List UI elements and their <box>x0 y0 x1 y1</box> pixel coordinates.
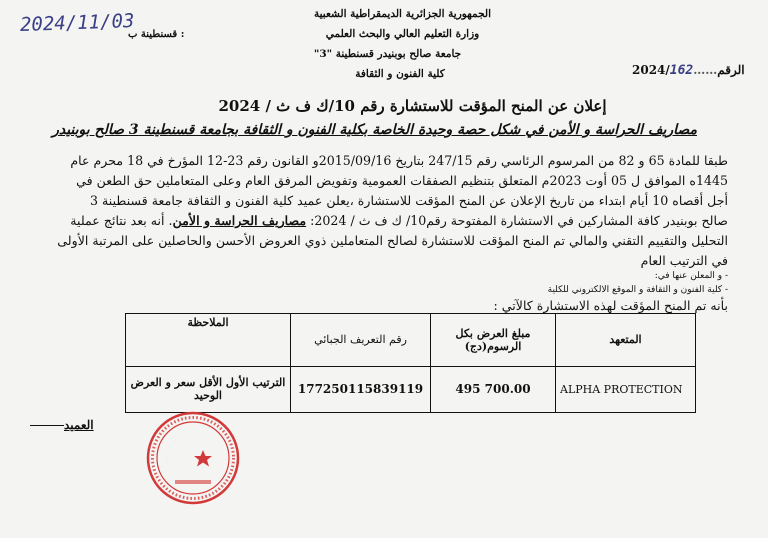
table-header-row <box>126 314 696 367</box>
reference-year: 2024/ <box>632 63 670 77</box>
header-amount: مبلغ العرض بكل الرسوم(دج) <box>431 314 556 367</box>
cell-amount: 495 700.00 <box>431 366 556 412</box>
header-remark: الملاحظة <box>126 314 291 367</box>
official-stamp <box>145 410 241 506</box>
reference-label: الرقم <box>717 63 745 77</box>
consultation-reference: صالح بوبنيدر كافة المشاركين في الاستشارة المفتوحة رقم10/ ك ف ث / 2024: <box>306 213 728 228</box>
cell-contractor: ALPHA PROTECTION <box>556 366 696 412</box>
faculty-heading: كلية الفنون و الثقافة <box>355 68 445 80</box>
handwritten-reference: 162 <box>669 63 694 78</box>
announcement-subtitle: مصاريف الحراسة و الأمن في شكل حصة وحيدة الخاصة بكلية الفنون و الثقافة بجامعة قسنطينة 3 صالح بوبنيدر <box>52 122 697 138</box>
reference-number: 2024/162……الرقم <box>632 63 745 78</box>
republic-heading: الجمهورية الجزائرية الديمقراطية الشعبية <box>313 8 491 20</box>
body-line-2: 1445ه الموافق ل 05 أوت 2023م المتعلق بتنظيم الصفقات العمومية وتفويض المرفق العام وعلى المتعاملين حق الطعن في <box>76 173 728 188</box>
body-line-6: في الترتيب العام <box>640 253 728 268</box>
university-heading: جامعة صالح بوبنيدر قسنطينة "3" <box>313 48 462 60</box>
table-row <box>126 366 696 412</box>
body-line-5: التحليل والتقييم التقني والمالي تم المنح المؤقت للاستشارة لصالح المتعاملين ذوي العروض الأحسن والحاصلين على المرتبة الأولى <box>57 233 728 248</box>
ministry-heading: وزارة التعليم العالي والبحث العلمي <box>325 28 480 40</box>
cell-tax-id: 177250115839119 <box>291 366 431 412</box>
header-contractor: المتعهد <box>556 314 696 367</box>
cell-remark: الترتيب الأول الأقل سعر و العرض الوحيد <box>126 366 291 412</box>
city-label: قسنطينة ب : <box>128 29 185 40</box>
body-line-7: بأنه تم المنح المؤقت لهذه الاستشارة كالآتي : <box>493 298 728 313</box>
publication-note-1: - و المعلن عنها في: <box>654 271 728 281</box>
body-line-3: أجل أقصاه 10 أيام ابتداء من تاريخ الإعلان عن المنح المؤقت للاستشارة ،يعلن عميد كلية الفنون و الثقافة جامعة قسنطينة 3 <box>90 193 728 208</box>
publication-note-2: - كلية الفنون و الثقافة و الموقع الالكتروني للكلية <box>547 285 728 295</box>
body-line-1: طبقا للمادة 65 و 82 من المرسوم الرئاسي رقم 247/15 بتاريخ 2015/09/16و القانون رقم 23-12 المؤرخ في 18 محرم عام <box>70 153 728 168</box>
dean-signature <box>30 418 94 432</box>
consultation-subject: مصاريف الحراسة و الأمن <box>172 213 307 228</box>
results-table <box>125 313 696 413</box>
announcement-title: إعلان عن المنح المؤقت للاستشارة رقم 10/ك ف ث / 2024 <box>218 97 607 115</box>
body-line-4 <box>40 213 728 228</box>
header-tax-id: رقم التعريف الجبائي <box>291 314 431 367</box>
handwritten-date: 2024/11/03 <box>19 10 135 36</box>
dean-label: العميد <box>64 418 94 432</box>
consultation-result-intro: . أنه بعد نتائج عملية <box>70 213 173 228</box>
